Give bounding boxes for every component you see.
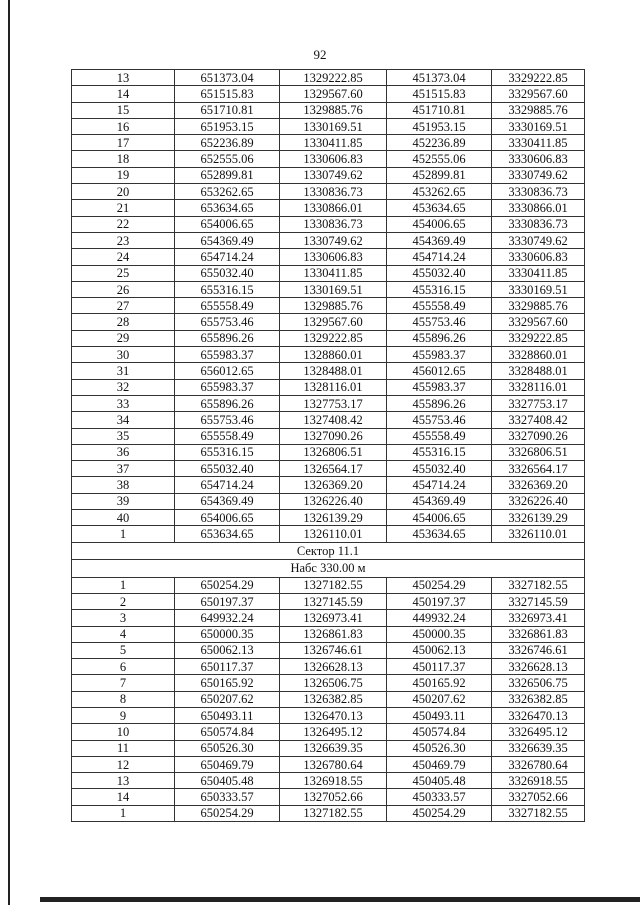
table-row	[72, 298, 585, 314]
y-coordinate-alt-cell: 3330866.01	[492, 200, 585, 216]
table-row	[72, 526, 585, 542]
table-row	[72, 593, 585, 609]
x-coordinate-alt-cell: 453634.65	[387, 526, 492, 542]
point-number-cell: 5	[72, 642, 175, 658]
x-coordinate-alt-cell: 454714.24	[387, 477, 492, 493]
x-coordinate-alt-cell: 454006.65	[387, 510, 492, 526]
table-row	[72, 347, 585, 363]
y-coordinate-cell: 1326382.85	[280, 691, 387, 707]
y-coordinate-alt-cell: 3326110.01	[492, 526, 585, 542]
x-coordinate-alt-cell: 450207.62	[387, 691, 492, 707]
x-coordinate-alt-cell: 455558.49	[387, 298, 492, 314]
x-coordinate-alt-cell: 455558.49	[387, 428, 492, 444]
x-coordinate-alt-cell: 450469.79	[387, 756, 492, 772]
y-coordinate-cell: 1327753.17	[280, 395, 387, 411]
point-number-cell: 10	[72, 724, 175, 740]
y-coordinate-cell: 1328860.01	[280, 347, 387, 363]
y-coordinate-cell: 1326806.51	[280, 444, 387, 460]
y-coordinate-alt-cell: 3326918.55	[492, 773, 585, 789]
y-coordinate-cell: 1326369.20	[280, 477, 387, 493]
x-coordinate-alt-cell: 452236.89	[387, 135, 492, 151]
x-coordinate-alt-cell: 451710.81	[387, 102, 492, 118]
x-coordinate-cell: 652555.06	[175, 151, 280, 167]
x-coordinate-cell: 650000.35	[175, 626, 280, 642]
x-coordinate-cell: 650469.79	[175, 756, 280, 772]
x-coordinate-cell: 654369.49	[175, 493, 280, 509]
x-coordinate-alt-cell: 451953.15	[387, 118, 492, 134]
point-number-cell: 29	[72, 330, 175, 346]
point-number-cell: 18	[72, 151, 175, 167]
point-number-cell: 22	[72, 216, 175, 232]
x-coordinate-cell: 650207.62	[175, 691, 280, 707]
point-number-cell: 13	[72, 70, 175, 86]
x-coordinate-cell: 654006.65	[175, 510, 280, 526]
y-coordinate-cell: 1326746.61	[280, 642, 387, 658]
x-coordinate-cell: 655316.15	[175, 444, 280, 460]
x-coordinate-alt-cell: 450526.30	[387, 740, 492, 756]
y-coordinate-cell: 1329885.76	[280, 102, 387, 118]
point-number-cell: 26	[72, 281, 175, 297]
page-number: 92	[313, 47, 327, 62]
table-row	[72, 314, 585, 330]
y-coordinate-cell: 1327182.55	[280, 805, 387, 821]
table-row	[72, 70, 585, 86]
y-coordinate-alt-cell: 3330749.62	[492, 232, 585, 248]
point-number-cell: 14	[72, 789, 175, 805]
point-number-cell: 8	[72, 691, 175, 707]
x-coordinate-alt-cell: 454369.49	[387, 493, 492, 509]
table-row	[72, 395, 585, 411]
table-row	[72, 461, 585, 477]
x-coordinate-alt-cell: 455032.40	[387, 265, 492, 281]
x-coordinate-alt-cell: 453262.65	[387, 184, 492, 200]
scan-left-edge	[8, 0, 10, 905]
y-coordinate-cell: 1326918.55	[280, 773, 387, 789]
y-coordinate-cell: 1326110.01	[280, 526, 387, 542]
x-coordinate-alt-cell: 455896.26	[387, 330, 492, 346]
y-coordinate-cell: 1330411.85	[280, 265, 387, 281]
x-coordinate-alt-cell: 455032.40	[387, 461, 492, 477]
x-coordinate-cell: 650197.37	[175, 593, 280, 609]
y-coordinate-cell: 1330836.73	[280, 216, 387, 232]
point-number-cell: 32	[72, 379, 175, 395]
point-number-cell: 38	[72, 477, 175, 493]
point-number-cell: 3	[72, 610, 175, 626]
y-coordinate-alt-cell: 3326226.40	[492, 493, 585, 509]
y-coordinate-cell: 1326564.17	[280, 461, 387, 477]
point-number-cell: 1	[72, 526, 175, 542]
x-coordinate-alt-cell: 454006.65	[387, 216, 492, 232]
x-coordinate-alt-cell: 452555.06	[387, 151, 492, 167]
y-coordinate-cell: 1326495.12	[280, 724, 387, 740]
y-coordinate-alt-cell: 3326628.13	[492, 659, 585, 675]
point-number-cell: 7	[72, 675, 175, 691]
y-coordinate-cell: 1326139.29	[280, 510, 387, 526]
x-coordinate-cell: 655558.49	[175, 428, 280, 444]
point-number-cell: 30	[72, 347, 175, 363]
x-coordinate-alt-cell: 450197.37	[387, 593, 492, 609]
sector-height: Набс 330.00 м	[72, 560, 585, 578]
y-coordinate-cell: 1329885.76	[280, 298, 387, 314]
x-coordinate-cell: 651953.15	[175, 118, 280, 134]
x-coordinate-cell: 654714.24	[175, 249, 280, 265]
x-coordinate-alt-cell: 454369.49	[387, 232, 492, 248]
point-number-cell: 31	[72, 363, 175, 379]
x-coordinate-alt-cell: 456012.65	[387, 363, 492, 379]
y-coordinate-alt-cell: 3327753.17	[492, 395, 585, 411]
point-number-cell: 21	[72, 200, 175, 216]
x-coordinate-alt-cell: 455983.37	[387, 379, 492, 395]
y-coordinate-alt-cell: 3326973.41	[492, 610, 585, 626]
point-number-cell: 6	[72, 659, 175, 675]
y-coordinate-cell: 1330606.83	[280, 249, 387, 265]
x-coordinate-cell: 650062.13	[175, 642, 280, 658]
y-coordinate-cell: 1326470.13	[280, 707, 387, 723]
x-coordinate-alt-cell: 450117.37	[387, 659, 492, 675]
y-coordinate-cell: 1329567.60	[280, 314, 387, 330]
x-coordinate-cell: 655753.46	[175, 314, 280, 330]
y-coordinate-alt-cell: 3329885.76	[492, 298, 585, 314]
point-number-cell: 14	[72, 86, 175, 102]
y-coordinate-cell: 1326226.40	[280, 493, 387, 509]
y-coordinate-alt-cell: 3326861.83	[492, 626, 585, 642]
y-coordinate-alt-cell: 3328488.01	[492, 363, 585, 379]
y-coordinate-alt-cell: 3326780.64	[492, 756, 585, 772]
table-row	[72, 167, 585, 183]
y-coordinate-alt-cell: 3329222.85	[492, 70, 585, 86]
x-coordinate-alt-cell: 454714.24	[387, 249, 492, 265]
x-coordinate-cell: 656012.65	[175, 363, 280, 379]
sector-title-row	[72, 542, 585, 560]
table-row	[72, 773, 585, 789]
scan-bottom-band	[40, 897, 640, 902]
x-coordinate-alt-cell: 455753.46	[387, 412, 492, 428]
y-coordinate-alt-cell: 3329567.60	[492, 314, 585, 330]
point-number-cell: 24	[72, 249, 175, 265]
table-row	[72, 789, 585, 805]
table-row	[72, 691, 585, 707]
x-coordinate-alt-cell: 453634.65	[387, 200, 492, 216]
x-coordinate-cell: 650526.30	[175, 740, 280, 756]
x-coordinate-cell: 655032.40	[175, 461, 280, 477]
y-coordinate-cell: 1328488.01	[280, 363, 387, 379]
point-number-cell: 33	[72, 395, 175, 411]
y-coordinate-cell: 1326861.83	[280, 626, 387, 642]
point-number-cell: 35	[72, 428, 175, 444]
y-coordinate-alt-cell: 3327182.55	[492, 577, 585, 593]
y-coordinate-cell: 1330749.62	[280, 232, 387, 248]
x-coordinate-cell: 654006.65	[175, 216, 280, 232]
y-coordinate-cell: 1327408.42	[280, 412, 387, 428]
y-coordinate-cell: 1329222.85	[280, 70, 387, 86]
y-coordinate-alt-cell: 3330606.83	[492, 249, 585, 265]
point-number-cell: 17	[72, 135, 175, 151]
table-row	[72, 756, 585, 772]
y-coordinate-alt-cell: 3327182.55	[492, 805, 585, 821]
y-coordinate-alt-cell: 3326382.85	[492, 691, 585, 707]
x-coordinate-cell: 652236.89	[175, 135, 280, 151]
y-coordinate-cell: 1326973.41	[280, 610, 387, 626]
table-row	[72, 135, 585, 151]
x-coordinate-cell: 650165.92	[175, 675, 280, 691]
point-number-cell: 9	[72, 707, 175, 723]
x-coordinate-cell: 649932.24	[175, 610, 280, 626]
y-coordinate-alt-cell: 3326506.75	[492, 675, 585, 691]
x-coordinate-cell: 655896.26	[175, 330, 280, 346]
y-coordinate-cell: 1330836.73	[280, 184, 387, 200]
coordinates-table	[71, 69, 585, 822]
x-coordinate-cell: 650493.11	[175, 707, 280, 723]
table-row	[72, 805, 585, 821]
point-number-cell: 15	[72, 102, 175, 118]
x-coordinate-cell: 655983.37	[175, 379, 280, 395]
table-row	[72, 577, 585, 593]
point-number-cell: 11	[72, 740, 175, 756]
table-row	[72, 626, 585, 642]
y-coordinate-alt-cell: 3330169.51	[492, 281, 585, 297]
y-coordinate-alt-cell: 3327052.66	[492, 789, 585, 805]
y-coordinate-alt-cell: 3329567.60	[492, 86, 585, 102]
point-number-cell: 39	[72, 493, 175, 509]
x-coordinate-cell: 655558.49	[175, 298, 280, 314]
x-coordinate-cell: 655316.15	[175, 281, 280, 297]
table-row	[72, 510, 585, 526]
table-row	[72, 740, 585, 756]
x-coordinate-alt-cell: 450254.29	[387, 805, 492, 821]
y-coordinate-cell: 1327090.26	[280, 428, 387, 444]
point-number-cell: 37	[72, 461, 175, 477]
y-coordinate-alt-cell: 3327090.26	[492, 428, 585, 444]
table-row	[72, 724, 585, 740]
x-coordinate-alt-cell: 450165.92	[387, 675, 492, 691]
y-coordinate-cell: 1329567.60	[280, 86, 387, 102]
table-row	[72, 610, 585, 626]
x-coordinate-cell: 650574.84	[175, 724, 280, 740]
table-row	[72, 200, 585, 216]
table-row	[72, 184, 585, 200]
table-row	[72, 493, 585, 509]
table-row	[72, 477, 585, 493]
y-coordinate-alt-cell: 3330749.62	[492, 167, 585, 183]
y-coordinate-cell: 1330606.83	[280, 151, 387, 167]
x-coordinate-cell: 653634.65	[175, 200, 280, 216]
point-number-cell: 40	[72, 510, 175, 526]
y-coordinate-cell: 1326506.75	[280, 675, 387, 691]
table-row	[72, 249, 585, 265]
table-row	[72, 444, 585, 460]
y-coordinate-alt-cell: 3328860.01	[492, 347, 585, 363]
y-coordinate-alt-cell: 3326495.12	[492, 724, 585, 740]
table-row	[72, 216, 585, 232]
y-coordinate-cell: 1327145.59	[280, 593, 387, 609]
point-number-cell: 27	[72, 298, 175, 314]
y-coordinate-cell: 1330169.51	[280, 118, 387, 134]
x-coordinate-alt-cell: 451373.04	[387, 70, 492, 86]
table-row	[72, 659, 585, 675]
point-number-cell: 1	[72, 577, 175, 593]
table-row	[72, 428, 585, 444]
point-number-cell: 36	[72, 444, 175, 460]
y-coordinate-alt-cell: 3330411.85	[492, 265, 585, 281]
x-coordinate-cell: 655032.40	[175, 265, 280, 281]
x-coordinate-alt-cell: 450254.29	[387, 577, 492, 593]
point-number-cell: 28	[72, 314, 175, 330]
table-row	[72, 379, 585, 395]
y-coordinate-alt-cell: 3326139.29	[492, 510, 585, 526]
y-coordinate-cell: 1327182.55	[280, 577, 387, 593]
table-row	[72, 151, 585, 167]
sector-title: Сектор 11.1	[72, 542, 585, 560]
x-coordinate-cell: 651710.81	[175, 102, 280, 118]
y-coordinate-alt-cell: 3326806.51	[492, 444, 585, 460]
x-coordinate-cell: 650333.57	[175, 789, 280, 805]
x-coordinate-alt-cell: 455983.37	[387, 347, 492, 363]
table-row	[72, 642, 585, 658]
table-row	[72, 707, 585, 723]
x-coordinate-alt-cell: 450493.11	[387, 707, 492, 723]
x-coordinate-alt-cell: 452899.81	[387, 167, 492, 183]
point-number-cell: 34	[72, 412, 175, 428]
y-coordinate-cell: 1326628.13	[280, 659, 387, 675]
point-number-cell: 4	[72, 626, 175, 642]
point-number-cell: 12	[72, 756, 175, 772]
x-coordinate-cell: 655753.46	[175, 412, 280, 428]
point-number-cell: 1	[72, 805, 175, 821]
y-coordinate-alt-cell: 3327145.59	[492, 593, 585, 609]
x-coordinate-alt-cell: 450062.13	[387, 642, 492, 658]
table-row	[72, 675, 585, 691]
y-coordinate-alt-cell: 3328116.01	[492, 379, 585, 395]
y-coordinate-alt-cell: 3327408.42	[492, 412, 585, 428]
y-coordinate-alt-cell: 3326746.61	[492, 642, 585, 658]
y-coordinate-alt-cell: 3326470.13	[492, 707, 585, 723]
y-coordinate-cell: 1330866.01	[280, 200, 387, 216]
coordinates-table-body	[72, 70, 585, 822]
point-number-cell: 16	[72, 118, 175, 134]
x-coordinate-cell: 653262.65	[175, 184, 280, 200]
x-coordinate-cell: 654714.24	[175, 477, 280, 493]
table-row	[72, 86, 585, 102]
table-row	[72, 330, 585, 346]
y-coordinate-cell: 1330411.85	[280, 135, 387, 151]
y-coordinate-alt-cell: 3330169.51	[492, 118, 585, 134]
x-coordinate-cell: 654369.49	[175, 232, 280, 248]
x-coordinate-cell: 651373.04	[175, 70, 280, 86]
table-row	[72, 265, 585, 281]
x-coordinate-alt-cell: 450574.84	[387, 724, 492, 740]
table-row	[72, 232, 585, 248]
x-coordinate-alt-cell: 455316.15	[387, 444, 492, 460]
y-coordinate-cell: 1330749.62	[280, 167, 387, 183]
y-coordinate-alt-cell: 3326564.17	[492, 461, 585, 477]
point-number-cell: 13	[72, 773, 175, 789]
x-coordinate-alt-cell: 455753.46	[387, 314, 492, 330]
x-coordinate-alt-cell: 449932.24	[387, 610, 492, 626]
x-coordinate-alt-cell: 450000.35	[387, 626, 492, 642]
point-number-cell: 20	[72, 184, 175, 200]
x-coordinate-alt-cell: 455316.15	[387, 281, 492, 297]
point-number-cell: 2	[72, 593, 175, 609]
y-coordinate-alt-cell: 3329885.76	[492, 102, 585, 118]
y-coordinate-cell: 1327052.66	[280, 789, 387, 805]
y-coordinate-cell: 1330169.51	[280, 281, 387, 297]
table-row	[72, 102, 585, 118]
x-coordinate-cell: 650117.37	[175, 659, 280, 675]
y-coordinate-cell: 1328116.01	[280, 379, 387, 395]
table-row	[72, 118, 585, 134]
table-row	[72, 412, 585, 428]
x-coordinate-alt-cell: 451515.83	[387, 86, 492, 102]
point-number-cell: 23	[72, 232, 175, 248]
y-coordinate-cell: 1326780.64	[280, 756, 387, 772]
point-number-cell: 19	[72, 167, 175, 183]
x-coordinate-alt-cell: 450405.48	[387, 773, 492, 789]
x-coordinate-alt-cell: 455896.26	[387, 395, 492, 411]
x-coordinate-cell: 651515.83	[175, 86, 280, 102]
y-coordinate-alt-cell: 3330836.73	[492, 216, 585, 232]
y-coordinate-cell: 1329222.85	[280, 330, 387, 346]
y-coordinate-alt-cell: 3329222.85	[492, 330, 585, 346]
y-coordinate-alt-cell: 3326639.35	[492, 740, 585, 756]
x-coordinate-cell: 652899.81	[175, 167, 280, 183]
x-coordinate-cell: 650254.29	[175, 805, 280, 821]
y-coordinate-alt-cell: 3326369.20	[492, 477, 585, 493]
table-row	[72, 281, 585, 297]
y-coordinate-alt-cell: 3330606.83	[492, 151, 585, 167]
x-coordinate-cell: 650405.48	[175, 773, 280, 789]
x-coordinate-alt-cell: 450333.57	[387, 789, 492, 805]
x-coordinate-cell: 653634.65	[175, 526, 280, 542]
table-row	[72, 363, 585, 379]
sector-height-row	[72, 560, 585, 578]
y-coordinate-alt-cell: 3330411.85	[492, 135, 585, 151]
x-coordinate-cell: 655896.26	[175, 395, 280, 411]
x-coordinate-cell: 650254.29	[175, 577, 280, 593]
y-coordinate-alt-cell: 3330836.73	[492, 184, 585, 200]
x-coordinate-cell: 655983.37	[175, 347, 280, 363]
point-number-cell: 25	[72, 265, 175, 281]
y-coordinate-cell: 1326639.35	[280, 740, 387, 756]
